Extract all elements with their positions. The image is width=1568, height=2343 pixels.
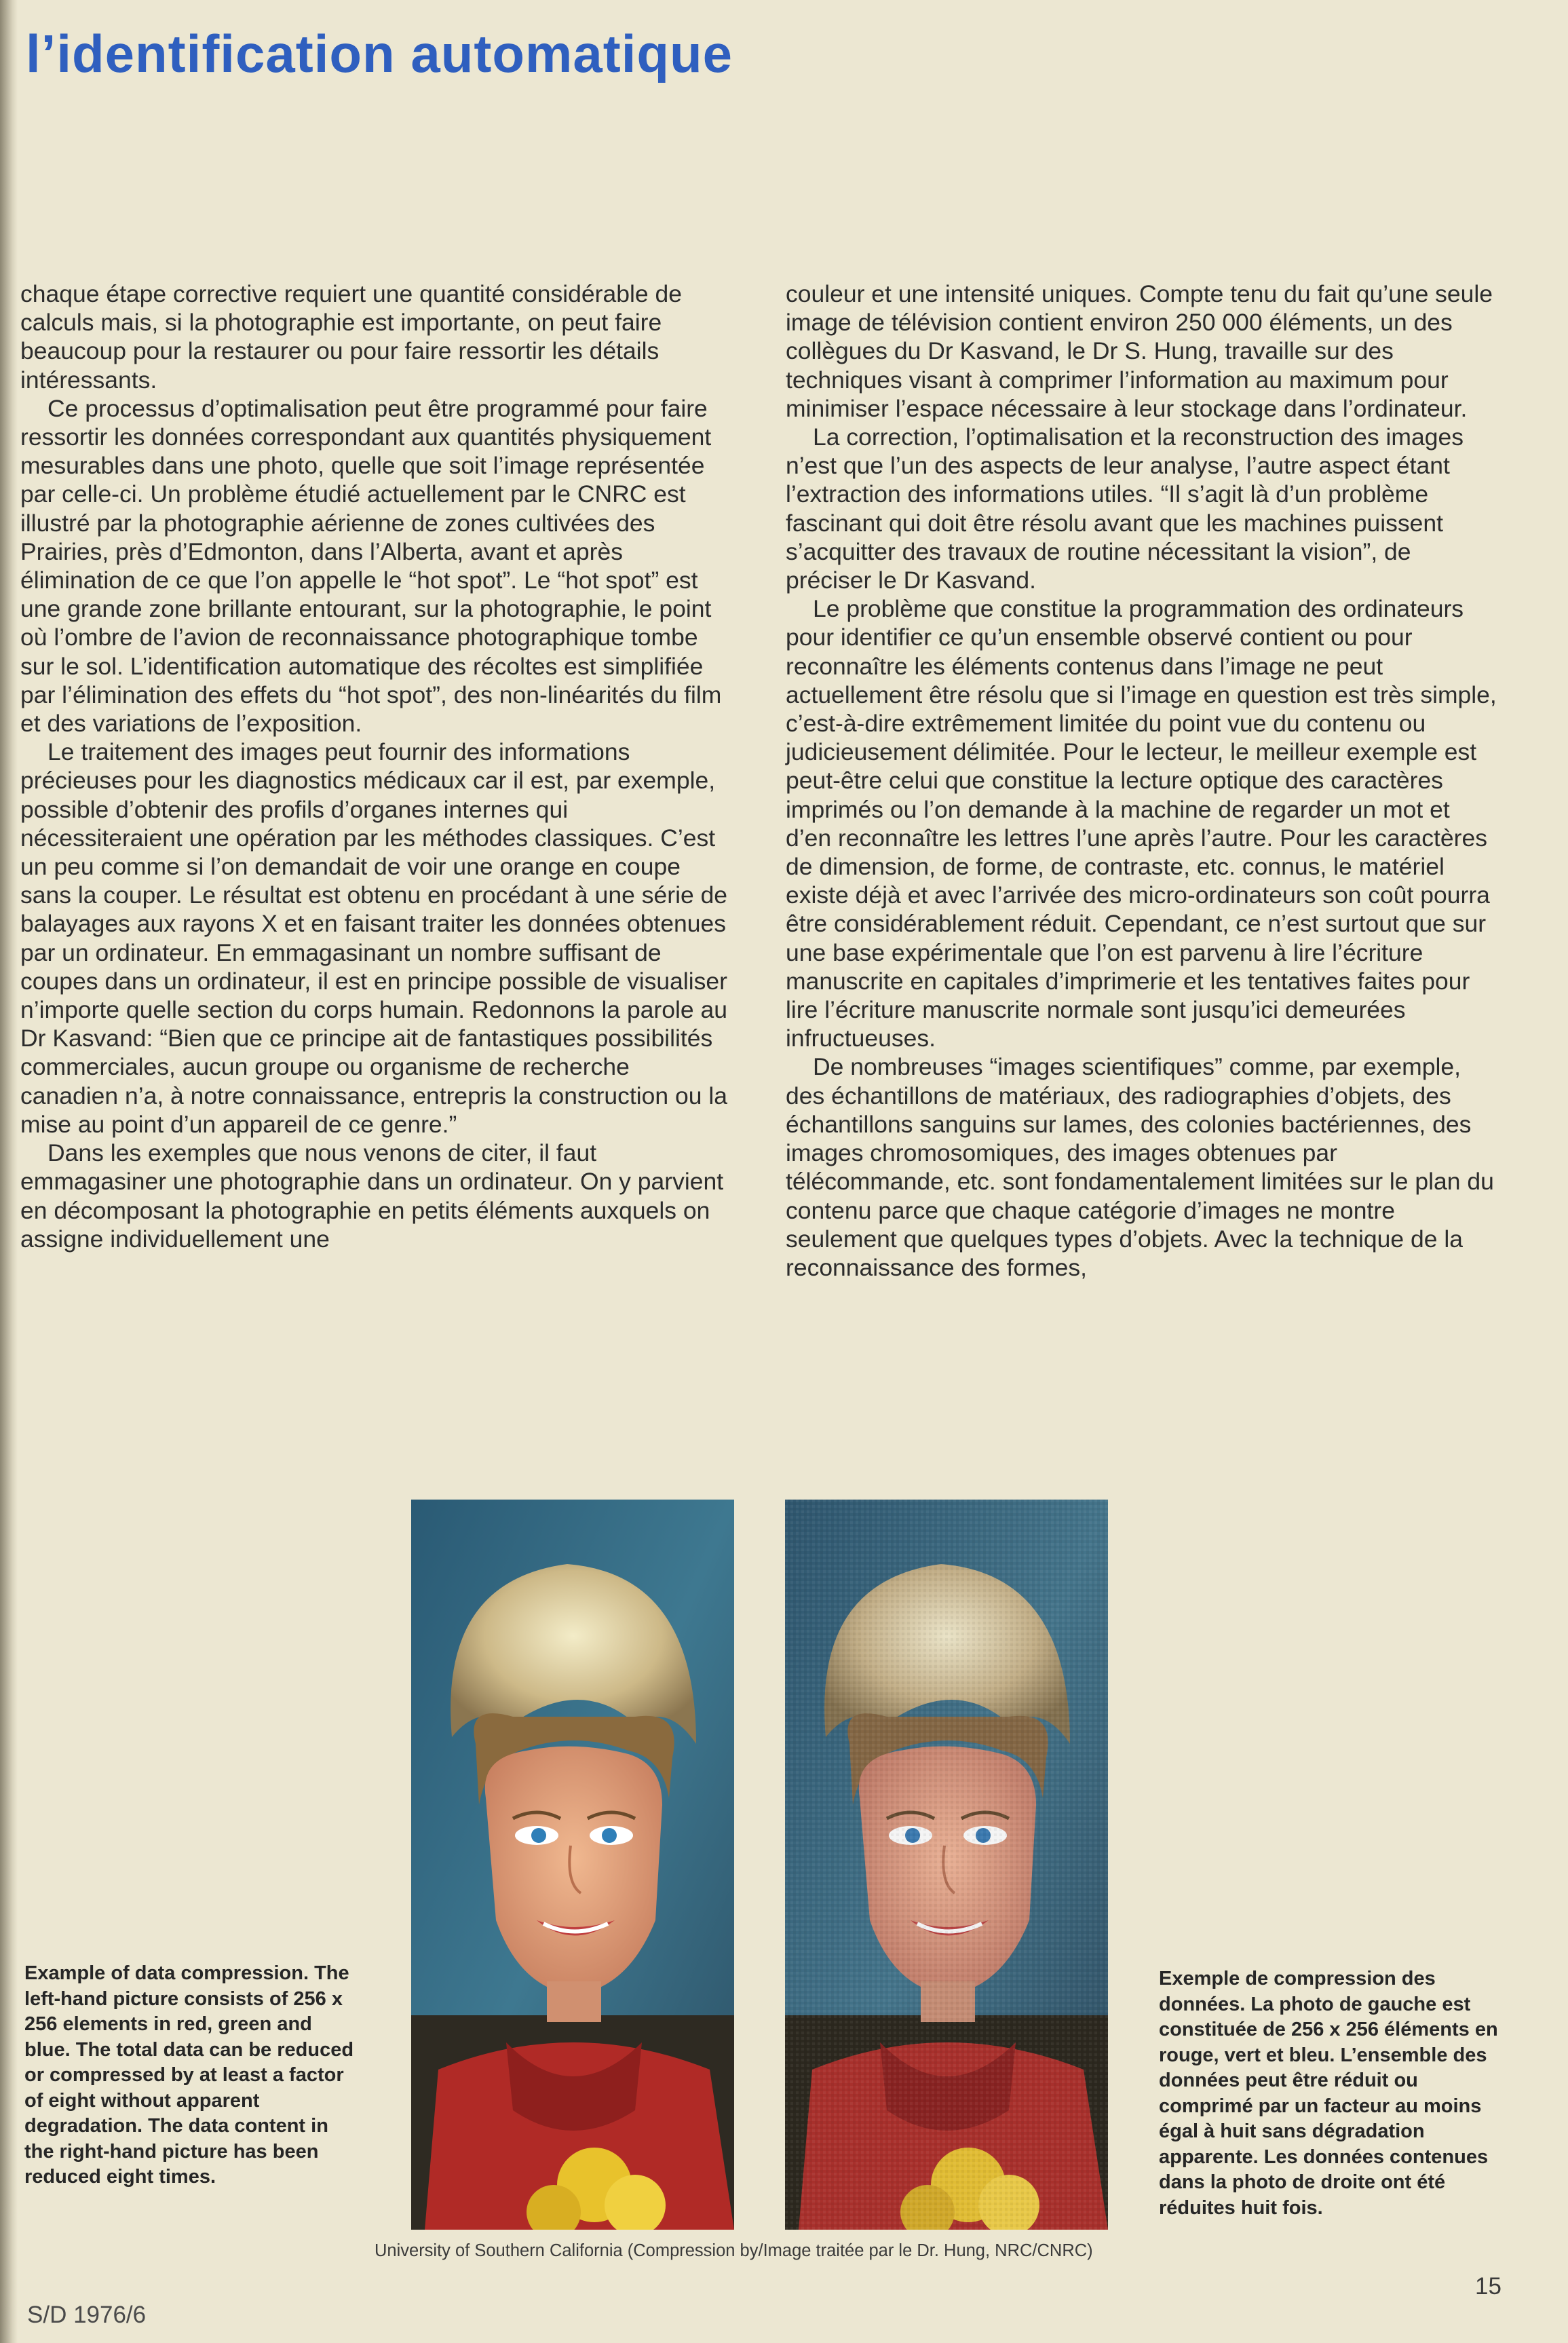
figure-caption-english: Example of data compression. The left-hand picture consists of 256 x 256 elements in red, green and blue. The total data can be reduced or compressed by at least a factor of eight without apparent degradation. The data content in the right-hand picture has been reduced eight times. <box>24 1962 354 2188</box>
paragraph: Le problème que constitue la programmation des ordinateurs pour identifier ce qu’un ensemble observé contient ou pour reconnaître les éléments contenus dans l’image ne peut actuellement être résolu que si l’image en question est très simple, c’est-à-dire extrêmement limitée du point vue du contenu ou judicieusement délimitée. Pour le lecteur, le meilleur exemple est peut-être celui que constitue la lecture optique des caractères imprimés ou l’on demande à la machine de regarder un mot et d’en reconnaître les lettres l’une après l’autre. Pour les caractères de dimension, de forme, de contraste, etc. connus, le matériel existe déjà et avec l’arrivée des micro-ordinateurs son coût pourra être considérablement réduit. Cependant, ce n’est surtout que sur une base expérimentale que l’on est parvenu à lire l’écriture manuscrite en capitales d’imprimerie et les tentatives faites pour lire l’écriture manuscrite normale sont jusqu’ici demeurées infructueuses. <box>786 595 1497 1052</box>
portrait-photo-compressed <box>785 1500 1108 2230</box>
paragraph: La correction, l’optimalisation et la reconstruction des images n’est que l’un des aspects de leur analyse, l’autre aspect étant l’extraction des informations utiles. “Il s’agit là d’un problème fascinant qui doit être résolu avant que les machines puissent s’acquitter des travaux de routine nécessitant la vision”, de préciser le Dr Kasvand. <box>786 423 1464 594</box>
portrait-photo-original <box>411 1500 734 2230</box>
page-binding-shadow <box>0 0 18 2343</box>
article-column-left <box>20 280 733 1253</box>
figure-caption-french: Exemple de compression des données. La photo de gauche est constituée de 256 x 256 éléments en rouge, vert et bleu. L’ensemble des données peut être réduit ou comprimé par un facteur au moins égal à huit sans dégradation apparente. Les données contenues dans la photo de droite ont été réduites huit fois. <box>1159 1968 1498 2219</box>
page-number: 15 <box>1475 2273 1502 2300</box>
paragraph: De nombreuses “images scientifiques” comme, par exemple, des échantillons de matériaux, des radiographies d’objets, des échantillons sanguins sur lames, des colonies bactériennes, des images chromosomiques, des images obtenues par télécommande, etc. sont fondamentalement limitées sur le plan du contenu parce que chaque catégorie d’images ne montre seulement que quelques types d’objets. Avec la technique de la reconnaissance des formes, <box>786 1053 1494 1281</box>
paragraph: couleur et une intensité uniques. Compte tenu du fait qu’une seule image de télévision contient environ 250 000 éléments, un des collègues du Dr Kasvand, le Dr S. Hung, travaille sur des techniques visant à comprimer l’information au maximum pour minimiser l’espace nécessaire à leur stockage dans l’ordinateur. <box>786 280 1493 422</box>
paragraph: Le traitement des images peut fournir des informations précieuses pour les diagnostics médicaux car il est, par exemple, possible d’obtenir des profils d’organes internes qui nécessiteraient une opération par les méthodes classiques. C’est un peu comme si l’on demandait de voir une orange en coupe sans la couper. Le résultat est obtenu en procédant à une série de balayages aux rayons X et en faisant traiter les données obtenues par un ordinateur. En emmagasinant un nombre suffisant de coupes dans un ordinateur, il est en principe possible de visualiser n’importe quelle section du corps humain. Redonnons la parole au Dr Kasvand: “Bien que ce principe ait de fantastiques possibilités commerciales, aucun groupe ou organisme de recherche canadien n’a, à notre connaissance, entrepris la construction ou la mise au point d’un appareil de ce genre.” <box>20 738 728 1138</box>
article-column-right <box>786 280 1498 1282</box>
paragraph: Ce processus d’optimalisation peut être programmé pour faire ressortir les données correspondant aux quantités physiquement mesurables dans une photo, quelle que soit l’image représentée par celle-ci. Un problème étudié actuellement par le CNRC est illustré par la photographie aérienne de zones cultivées des Prairies, près d’Edmonton, dans l’Alberta, avant et après élimination de ce que l’on appelle le “hot spot”. Le “hot spot” est une grande zone brillante entourant, sur la photographie, le point où l’ombre de l’avion de reconnaissance photographique tombe sur le sol. L’identification automatique des récoltes est simplifiée par l’élimination des effets du “hot spot”, des non-linéarités du film et des variations de l’exposition. <box>20 394 722 738</box>
paragraph: chaque étape corrective requiert une quantité considérable de calculs mais, si la photographie est importante, on peut faire beaucoup pour la restaurer ou pour faire ressortir les détails intéressants. <box>20 280 682 394</box>
photo-credit: University of Southern California (Compression by/Image traitée par le Dr. Hung, NRC/CNRC) <box>375 2241 1093 2260</box>
paragraph: Dans les exemples que nous venons de citer, il faut emmagasiner une photographie dans un ordinateur. On y parvient en décomposant la photographie en petits éléments auxquels on assigne individuellement une <box>20 1139 724 1253</box>
issue-label: S/D 1976/6 <box>27 2302 147 2328</box>
article-title: l’identification automatique <box>26 24 733 83</box>
